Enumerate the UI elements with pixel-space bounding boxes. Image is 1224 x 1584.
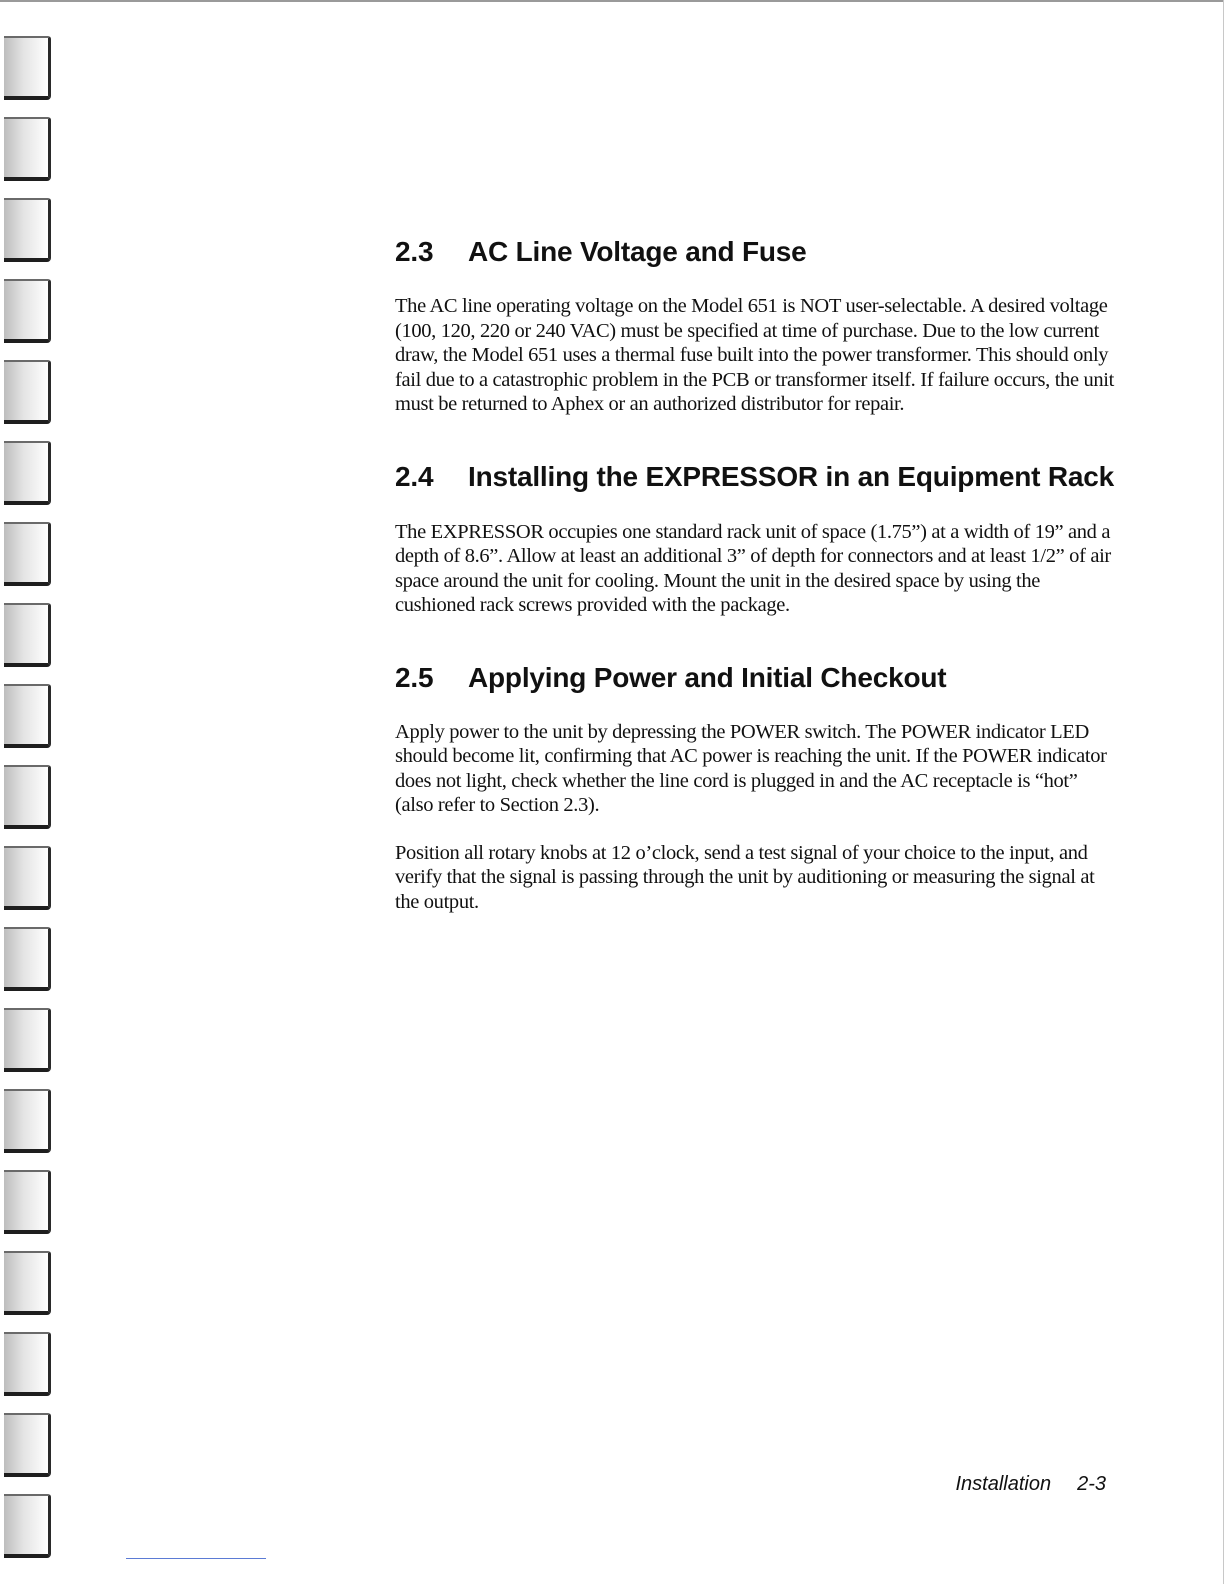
binding-ring bbox=[4, 441, 51, 505]
binding-ring bbox=[4, 117, 51, 181]
binding-ring bbox=[4, 198, 51, 262]
paragraph-ac-line-voltage: The AC line operating voltage on the Model 651 is NOT user-selectable. A desired voltage (100, 120, 220 or 240 VAC) must be specified at time of purchase. Due to the low current draw, the Model 651 uses a thermal fuse built into the power transformer. This should only fail due to a catastrophic problem in the PCB or transformer itself. If failure occurs, the unit must be returned to Aphex or an authorized distributor for repair. bbox=[395, 295, 1114, 415]
section-title: Applying Power and Initial Checkout bbox=[468, 661, 947, 693]
binding-ring bbox=[4, 765, 51, 829]
binding-ring bbox=[4, 1332, 51, 1396]
footer-page-number: 2-3 bbox=[1077, 1473, 1106, 1495]
binding-ring bbox=[4, 1413, 51, 1477]
section-number: 2.4 bbox=[395, 460, 434, 492]
section-number: 2.3 bbox=[395, 236, 434, 267]
binding-ring bbox=[4, 1251, 51, 1315]
footer-chapter: Installation bbox=[955, 1473, 1052, 1495]
paragraph-rack-installation: The EXPRESSOR occupies one standard rack unit of space (1.75”) at a width of 19” and a depth of 8.6”. Allow at least an additional 3” of depth for connectors and at least 1/2” of air space around the unit for cooling. Mount the unit in the desired space by using the cushioned rack screws provided with the package. bbox=[395, 520, 1111, 616]
section-heading-2-3 bbox=[395, 230, 1115, 274]
section-heading-2-5 bbox=[395, 656, 1115, 700]
binding-ring bbox=[4, 684, 51, 748]
paragraph-apply-power: Apply power to the unit by depressing the POWER switch. The POWER indicator LED should become lit, confirming that AC power is reaching the unit. If the POWER indicator does not light, check whether the line cord is plugged in and the AC receptacle is “hot” (also refer to Section 2.3). bbox=[395, 720, 1107, 816]
page-content bbox=[395, 230, 1115, 914]
binding-ring bbox=[4, 522, 51, 586]
binding-ring bbox=[4, 36, 51, 100]
binding-ring bbox=[4, 279, 51, 343]
binding-ring bbox=[4, 1494, 51, 1558]
binding-ring bbox=[4, 846, 51, 910]
section-title: AC Line Voltage and Fuse bbox=[468, 236, 807, 267]
paragraph-initial-checkout: Position all rotary knobs at 12 o’clock, send a test signal of your choice to the input, and verify that the signal is passing through the unit by auditioning or measuring the signal at the output. bbox=[395, 841, 1095, 913]
section-heading-2-4 bbox=[395, 455, 1115, 499]
page-footer bbox=[955, 1470, 1106, 1498]
section-number: 2.5 bbox=[395, 661, 434, 693]
binding-ring bbox=[4, 927, 51, 991]
binding-ring bbox=[4, 603, 51, 667]
page-top-edge bbox=[0, 0, 1224, 2]
bottom-link-rule bbox=[126, 1558, 266, 1559]
binding-ring bbox=[4, 1170, 51, 1234]
spiral-binding bbox=[0, 0, 60, 1584]
binding-ring bbox=[4, 1008, 51, 1072]
binding-ring bbox=[4, 1089, 51, 1153]
binding-ring bbox=[4, 360, 51, 424]
section-title: Installing the EXPRESSOR in an Equipment Rack bbox=[468, 460, 1115, 492]
